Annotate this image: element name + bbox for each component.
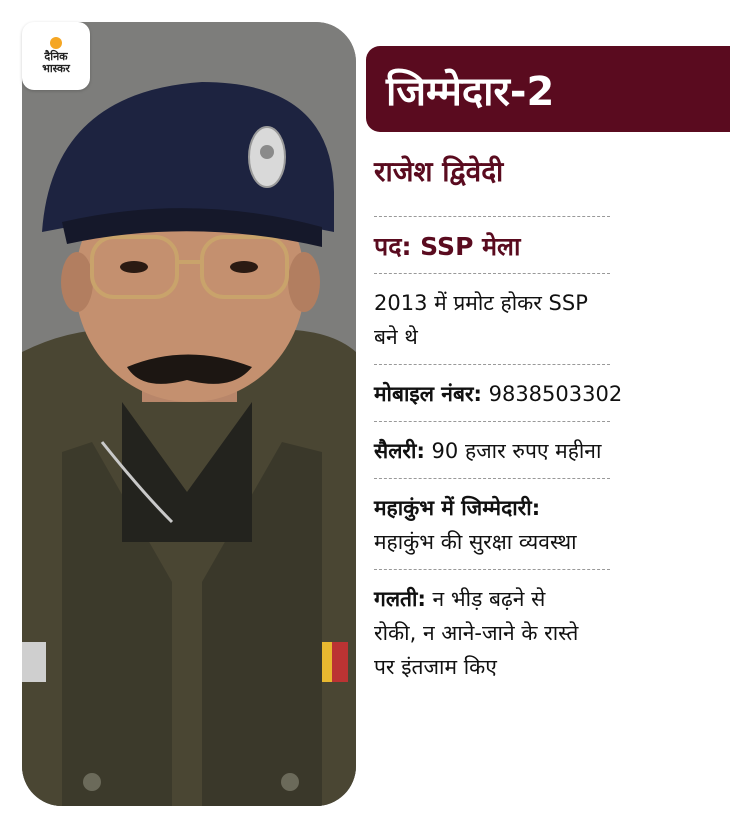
title-banner xyxy=(366,46,730,132)
mobile-row xyxy=(374,377,714,411)
mistake-label: गलती: xyxy=(374,587,426,611)
mistake-line-3: पर इंतजाम किए xyxy=(374,655,497,679)
responsibility-label-row xyxy=(374,491,714,525)
salary-label: सैलरी: xyxy=(374,439,425,463)
mistake-line-2: रोकी, न आने-जाने के रास्ते xyxy=(374,621,579,645)
officer-post: पद: SSP मेला xyxy=(374,232,521,261)
divider xyxy=(374,569,610,570)
officer-photo xyxy=(22,22,356,806)
divider xyxy=(374,364,610,365)
info-panel xyxy=(374,150,714,684)
divider xyxy=(374,273,610,274)
sun-icon xyxy=(50,37,62,49)
promotion-line-2: बने थे xyxy=(374,325,418,349)
mistake-row xyxy=(374,582,714,616)
salary-value: 90 हजार रुपए महीना xyxy=(424,439,602,463)
divider xyxy=(374,216,610,217)
page-title: जिम्मेदार-2 xyxy=(386,68,555,115)
mobile-label: मोबाइल नंबर: xyxy=(374,382,482,406)
dainik-bhaskar-logo xyxy=(22,22,90,90)
officer-name: राजेश द्विवेदी xyxy=(374,155,504,188)
mistake-line-1: न भीड़ बढ़ने से xyxy=(425,587,546,611)
promotion-line-1: 2013 में प्रमोट होकर SSP xyxy=(374,291,588,315)
mobile-value: 9838503302 xyxy=(481,382,623,406)
divider xyxy=(374,478,610,479)
responsibility-label: महाकुंभ में जिम्मेदारी: xyxy=(374,496,541,520)
responsibility-value: महाकुंभ की सुरक्षा व्यवस्था xyxy=(374,530,577,554)
divider xyxy=(374,421,610,422)
logo-line-2: भास्कर xyxy=(42,62,70,75)
logo-line-1: दैनिक xyxy=(44,50,68,63)
salary-row xyxy=(374,434,714,468)
